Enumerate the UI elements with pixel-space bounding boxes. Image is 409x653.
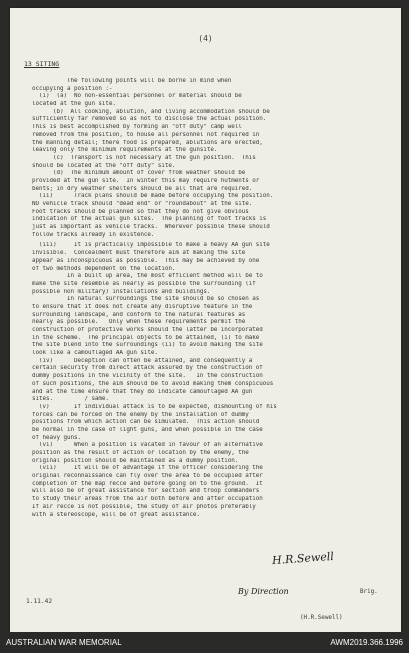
- text-line: leaving only the minimum requirements at the gunsite.: [32, 147, 218, 154]
- text-line: the manning detail; there food is prepared, ablutions are erected,: [32, 139, 263, 146]
- text-line: (iii) It is practically impossible to make a heavy AA gun site: [32, 242, 270, 249]
- document-page: [10, 8, 401, 632]
- text-line: The following points will be borne in mind when: [32, 78, 232, 84]
- signature-rank: Brig.: [360, 589, 378, 596]
- text-line: (v) If individual attack is to be expected, dismounting of his: [32, 403, 277, 410]
- text-line: indication of the actual gun sites. The planning of foot tracks is: [32, 216, 267, 223]
- archive-footer: [0, 632, 409, 653]
- text-line: and at the time ensure that they do indicate camouflaged AA gun: [32, 388, 253, 395]
- text-line: to study their areas from the air both before and after occupation: [32, 496, 263, 503]
- text-line: appear as inconspicuous as possible. This may be achieved by one: [32, 257, 260, 264]
- text-line: to ensure that it does not create any disruptive feature in the: [32, 303, 253, 310]
- text-line: located at the gun site.: [32, 101, 116, 108]
- text-line: just as important as vehicle tracks. Wherever possible these should: [32, 224, 270, 231]
- text-line: (ii) Track plans should be made before occupying the position.: [32, 193, 274, 200]
- body-text: [32, 78, 392, 519]
- text-line: look like a camouflaged AA gun site.: [32, 350, 158, 357]
- handwritten-signature: H.R.Sewell: [271, 549, 335, 568]
- text-line: (vii) It will be of advantage if the officer considering the: [32, 465, 263, 472]
- text-line: the site blend into the surroundings (ii) to avoid making the site: [32, 342, 263, 349]
- text-line: construction of protective works should the latter be incorporated: [32, 327, 263, 333]
- text-line: NO vehicle track should "dead end" or "roundabout" at the site.: [32, 201, 253, 207]
- text-line: follow tracks already in existence.: [32, 231, 155, 238]
- text-line: bents; in dry weather shelters should be all that are required.: [32, 185, 253, 192]
- section-heading: 13 SITING: [24, 60, 60, 68]
- text-line: of heavy guns.: [32, 434, 81, 441]
- text-line: forces can be forced on the enemy by the installation of dummy: [32, 411, 249, 418]
- text-line: In a built up area, the most efficient method will be to: [32, 273, 263, 280]
- text-line: (c) Transport is not necessary at the gun position. This: [32, 154, 256, 161]
- text-line: nearly as possible. Only when these requirements permit the: [32, 319, 246, 326]
- text-line: make the site resemble as nearly as possible the surrounding (if: [32, 280, 256, 287]
- text-line: positions from which action can be simulated. This action should: [32, 419, 260, 426]
- text-line: should be located at the "off duty" site.: [32, 162, 176, 169]
- text-line: in the scheme. The principal objects to be attained, (i) to make: [32, 334, 260, 341]
- text-line: original reconnaissance can fly over the area to be occupied after: [32, 473, 263, 480]
- text-line: with a stereoscope, will be of great assistance.: [32, 511, 200, 518]
- text-line: completion of the map recce and before going on to the ground. It: [32, 480, 263, 487]
- text-line: of such positions, the aim should be to avoid making them conspicuous: [32, 380, 274, 387]
- text-line: sufficiently far removed so as not to disclose the actual position.: [32, 116, 267, 123]
- text-line: Foot tracks should be planned so that they do not give obvious: [32, 208, 249, 215]
- text-line: possible non military) installations and buildings.: [32, 288, 211, 295]
- page-number: (4): [198, 34, 213, 43]
- text-line: occupying a position :-: [32, 85, 113, 92]
- text-line: original position should be maintained as a dummy position.: [32, 457, 239, 464]
- by-direction-stamp: By Direction: [238, 587, 289, 596]
- text-line: position as the result of action or location by the enemy, the: [32, 450, 249, 456]
- text-line: sites. / same.: [32, 396, 109, 403]
- text-line: be normal in the case of light guns, and when possible in the case: [32, 426, 263, 433]
- text-line: (i) (a) No non-essential personnel or material should be: [32, 93, 242, 100]
- text-line: removed from the position, to house all personnel not required in: [32, 131, 260, 138]
- text-line: This is best accomplished by forming an "off duty" camp well: [32, 124, 242, 131]
- text-line: will also be of great assistance for section and troop commanders: [32, 488, 260, 495]
- footer-source: AUSTRALIAN WAR MEMORIAL: [6, 638, 122, 647]
- text-line: (iv) Deception can often be attained, and consequently a: [32, 357, 253, 364]
- text-line: invisible. Concealment must therefore aim at making the site: [32, 250, 246, 257]
- text-line: (vi) When a position is vacated in favour of an alternative: [32, 442, 263, 449]
- signature-name: (H.R.Sewell): [300, 614, 343, 621]
- text-line: If air recce is not possible, the study of air photos preferably: [32, 503, 256, 510]
- text-line: dummy positions in the vicinity of the site. In the construction: [32, 373, 263, 380]
- text-line: of two methods dependent on the location.: [32, 265, 176, 272]
- text-line: In natural surroundings the site should be so chosen as: [32, 296, 260, 303]
- footer-accession-number: AWM2019.366.1996: [330, 638, 403, 647]
- text-line: certain security from direct attack assured by the construction of: [32, 365, 263, 372]
- text-line: (d) The minimum amount of cover from weather should be: [32, 170, 246, 177]
- text-line: (b) All cooking, ablution, and living accommodation should be: [32, 108, 270, 115]
- text-line: provided at the gun site. In winter this may require hutments or: [32, 177, 260, 184]
- document-date: 1.11.42: [26, 598, 53, 605]
- signature-block: [292, 571, 378, 632]
- text-line: surrounding landscape, and conform to the natural features as: [32, 311, 246, 318]
